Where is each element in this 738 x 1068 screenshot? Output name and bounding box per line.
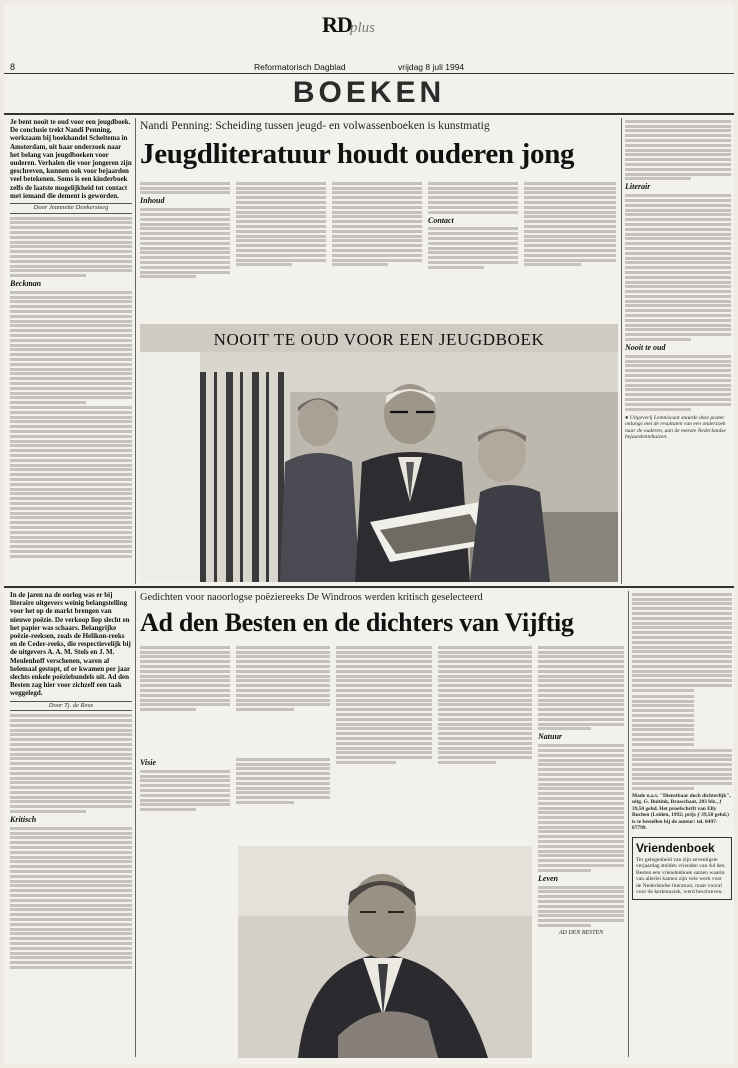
- article2-byline: Door Tj. de Reus: [10, 701, 132, 712]
- article2-headline: Ad den Besten en de dichters van Vijftig: [140, 608, 574, 637]
- article1-caption: [625, 415, 731, 441]
- section-title: BOEKEN: [292, 76, 446, 109]
- masthead-bottom-rule: [4, 113, 734, 115]
- logo-plus: plus: [350, 20, 376, 36]
- column-divider: [135, 591, 136, 1057]
- vriendenboek-title: Vriendenboek: [636, 840, 715, 855]
- newspaper-name: Reformatorisch Dagblad: [254, 62, 346, 72]
- article1-caption-text: Uitgeverij Lemniscaat stuurde deze poster onlangs met de resultaten van een onderzoek naar de ouderen, aan de meeste Nederlandse bejaardentehuizen.: [625, 414, 726, 441]
- article2-body-column: [140, 756, 230, 844]
- article1-headline: Jeugdliteratuur houdt ouderen jong: [140, 138, 575, 170]
- article1-subhead-contact: Contact: [428, 215, 454, 225]
- article1-photo: [140, 324, 618, 582]
- article1-subhead-inhoud: Inhoud: [140, 196, 165, 206]
- book-info: Made n.a.v. "Dienstbaar doch dichterlijk", uitg. G. Buitink, Brasschaat, 203 blz., ƒ 39,50 gebd. Het proefschrift van Elly Buchen (Leiden, 1992; prijs ƒ 39,50 gebd.) is te bestellen bij de auteur: tel. 0497-87799.: [632, 793, 731, 832]
- masthead: [4, 4, 734, 78]
- poem-excerpt: [632, 695, 732, 746]
- article1-body-text: [10, 217, 132, 278]
- article1-kicker: Nandi Penning: Scheiding tussen jeugd- en volwassenboeken is kunstmatig: [140, 119, 490, 132]
- article-divider: [4, 586, 734, 588]
- article1-body-text: [10, 291, 132, 558]
- article2-body-column: [140, 644, 230, 754]
- column-divider: [628, 591, 629, 1057]
- article1-left-column: [10, 118, 132, 586]
- vriendenboek-box: [632, 837, 732, 900]
- article2-subhead-natuur: Natuur: [538, 732, 563, 742]
- article1-subhead-beckman: Beckman: [10, 279, 42, 289]
- article2-kicker: Gedichten voor naoorlogse poëziereeks De Windroos werden kritisch geselecteerd: [140, 592, 483, 603]
- column-divider: [135, 118, 136, 584]
- article1-subhead-literair: Literair: [625, 182, 651, 192]
- article1-right-column: [625, 118, 731, 586]
- article1-body-column: [140, 180, 230, 320]
- article2-body-column: [538, 644, 624, 1054]
- photo-scene: [140, 352, 618, 582]
- article2-subhead-visie: Visie: [140, 758, 157, 767]
- article2-right-column: [632, 591, 732, 1061]
- article2-subhead-leven: Leven: [538, 873, 558, 883]
- article2-portrait-photo: [238, 846, 532, 1058]
- article1-subhead-nooit-te-oud: Nooit te oud: [625, 343, 666, 353]
- article1-byline: Door Jeannette Donkersteeg: [10, 203, 132, 214]
- portrait-scene: [238, 846, 532, 1058]
- caption-bullet-icon: ●: [625, 414, 630, 421]
- article2-lead: In de jaren na de oorlog was er bij literaire uitgevers weinig belangstelling voor het op de markt brengen van nieuwe poëzie. De verkoop liep slecht en het papier was schaars. Belangrijke poëzie-reeksen, zoals de Helikon-reeks en de Ceder-reeks, die respectievelijk bij de uitgevers A. A. M. Stols en J. M. Meulenhoff verschenen, waren al helemaal gestopt, of er kwamen per jaar slechts enkele poëziebundels uit. Ad den Besten zag hier voor zichzelf een taak weggelegd.: [10, 591, 131, 698]
- article2-body-column: [236, 644, 330, 754]
- photo-banner: NOOIT TE OUD VOOR EEN JEUGDBOEK: [213, 330, 545, 349]
- masthead-top-rule: [4, 73, 734, 74]
- vriendenboek-text: Ter gelegenheid van zijn zeventigste verjaardag stelden vrienden van Ad den Besten een vriendenboek samen waarin van allerlei kanten zijn vele werk voor de Nederlandse literatuur, maar vooral voor de kerkmuziek, werd beschreven.: [636, 856, 725, 896]
- article1-body-column: [524, 180, 616, 320]
- rd-plus-logo: [322, 14, 380, 38]
- article2-left-column: [10, 591, 132, 1059]
- article1-body-column: [332, 180, 422, 320]
- article2-body-column: [438, 644, 532, 844]
- article2-signature: AD DEN BESTEN: [558, 930, 604, 937]
- article1-body-column: [428, 180, 518, 320]
- article1-body-column: [236, 180, 326, 320]
- logo-rd: RD: [322, 14, 352, 37]
- newspaper-page: [4, 4, 734, 1064]
- article2-body-column: [336, 644, 432, 844]
- column-divider: [621, 118, 622, 584]
- page-number: 8: [10, 62, 16, 72]
- article1-lead: Je bent nooit te oud voor een jeugdboek. De conclusie trekt Nandi Penning, werkzaam bij boekhandel Scheltema in Amsterdam, uit haar onderzoek naar het belang van jeugdboeken voor ouderen. Verhalen die voor jongeren zijn geschreven, kunnen ook voor bejaarden veel betekenen. Soms is een kinderboek zelfs de laatste mogelijkheid tot contact met iemand die dement is geworden.: [10, 118, 132, 200]
- article2-body-column: [236, 756, 330, 844]
- article2-subhead-kritisch: Kritisch: [10, 815, 37, 825]
- issue-date: vrijdag 8 juli 1994: [398, 62, 465, 72]
